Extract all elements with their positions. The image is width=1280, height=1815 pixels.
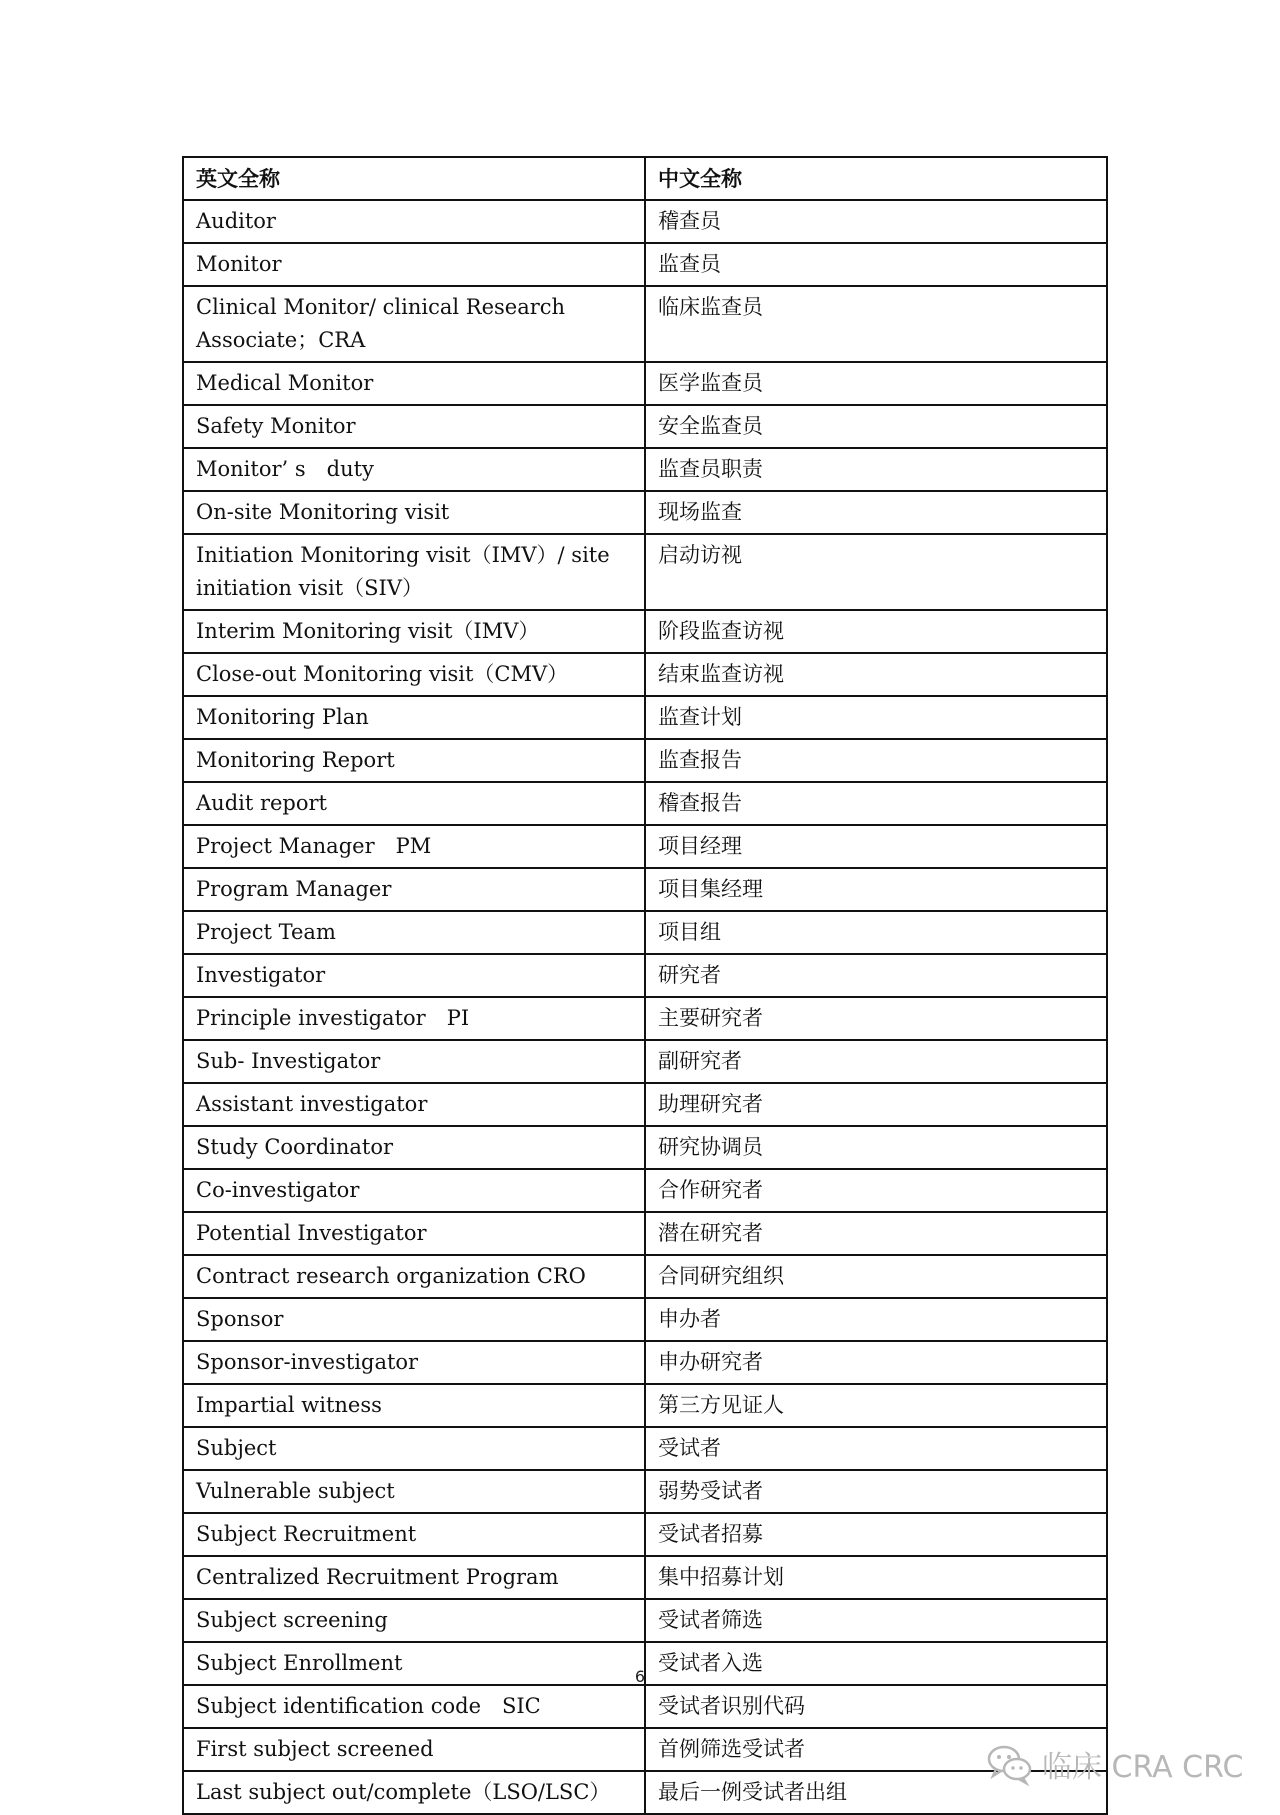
table-row: [183, 653, 1107, 696]
table-row: [183, 954, 1107, 997]
cell-chinese: 潜在研究者: [645, 1212, 1107, 1255]
watermark-text: 临床 CRA CRC: [1042, 1750, 1244, 1785]
cell-english: Subject: [183, 1427, 645, 1470]
cell-chinese: 副研究者: [645, 1040, 1107, 1083]
cell-english: Sponsor: [183, 1298, 645, 1341]
table-row: [183, 1083, 1107, 1126]
header-english: 英文全称: [183, 157, 645, 200]
cell-chinese: 申办者: [645, 1298, 1107, 1341]
wechat-icon: [986, 1742, 1034, 1786]
cell-english: Subject identification code SIC: [183, 1685, 645, 1728]
cell-english: Potential Investigator: [183, 1212, 645, 1255]
cell-chinese: 稽查报告: [645, 782, 1107, 825]
cell-english: Audit report: [183, 782, 645, 825]
cell-english: Auditor: [183, 200, 645, 243]
cell-chinese: 研究协调员: [645, 1126, 1107, 1169]
cell-chinese: 受试者: [645, 1427, 1107, 1470]
cell-english: Principle investigator PI: [183, 997, 645, 1040]
cell-chinese: 监查报告: [645, 739, 1107, 782]
table-row: [183, 243, 1107, 286]
table-row: [183, 739, 1107, 782]
table-row: [183, 782, 1107, 825]
table-row: [183, 997, 1107, 1040]
cell-english: Clinical Monitor/ clinical Research Associate；CRA: [183, 286, 645, 362]
table-row: [183, 610, 1107, 653]
cell-chinese: 合作研究者: [645, 1169, 1107, 1212]
table-row: [183, 1341, 1107, 1384]
table-row: [183, 405, 1107, 448]
table-row: [183, 1728, 1107, 1771]
cell-english: Medical Monitor: [183, 362, 645, 405]
watermark: [986, 1740, 1243, 1788]
cell-chinese: 项目组: [645, 911, 1107, 954]
table-row: [183, 696, 1107, 739]
cell-english: Project Team: [183, 911, 645, 954]
cell-english: Investigator: [183, 954, 645, 997]
table-row: [183, 1212, 1107, 1255]
table-row: [183, 1126, 1107, 1169]
table-row: [183, 1169, 1107, 1212]
table-row: [183, 868, 1107, 911]
table-row: [183, 1513, 1107, 1556]
table-body: [183, 200, 1107, 1814]
cell-chinese: 现场监查: [645, 491, 1107, 534]
cell-english: Monitoring Report: [183, 739, 645, 782]
page-number: 6: [634, 1667, 646, 1686]
table-row: [183, 825, 1107, 868]
table-row: [183, 534, 1107, 610]
cell-chinese: 申办研究者: [645, 1341, 1107, 1384]
cell-english: Subject Recruitment: [183, 1513, 645, 1556]
cell-english: Monitor’ s duty: [183, 448, 645, 491]
cell-chinese: 监查计划: [645, 696, 1107, 739]
cell-english: Co-investigator: [183, 1169, 645, 1212]
cell-chinese: 受试者筛选: [645, 1599, 1107, 1642]
cell-chinese: 结束监查访视: [645, 653, 1107, 696]
cell-english: Monitoring Plan: [183, 696, 645, 739]
cell-chinese: 第三方见证人: [645, 1384, 1107, 1427]
cell-chinese: 临床监查员: [645, 286, 1107, 362]
table-row: [183, 1470, 1107, 1513]
cell-chinese: 启动访视: [645, 534, 1107, 610]
cell-chinese: 首例筛选受试者: [645, 1728, 1107, 1771]
cell-chinese: 安全监查员: [645, 405, 1107, 448]
cell-english: Subject Enrollment: [183, 1642, 645, 1685]
cell-english: Project Manager PM: [183, 825, 645, 868]
table-row: [183, 1599, 1107, 1642]
cell-english: Sub- Investigator: [183, 1040, 645, 1083]
table-row: [183, 1255, 1107, 1298]
table-row: [183, 1685, 1107, 1728]
cell-chinese: 受试者识别代码: [645, 1685, 1107, 1728]
table-row: [183, 1298, 1107, 1341]
cell-english: Safety Monitor: [183, 405, 645, 448]
table-row: [183, 1771, 1107, 1814]
cell-chinese: 集中招募计划: [645, 1556, 1107, 1599]
glossary-table: [182, 156, 1108, 1815]
cell-english: Last subject out/complete（LSO/LSC）: [183, 1771, 645, 1814]
table-row: [183, 286, 1107, 362]
cell-chinese: 阶段监查访视: [645, 610, 1107, 653]
cell-chinese: 受试者招募: [645, 1513, 1107, 1556]
table-row: [183, 362, 1107, 405]
table-row: [183, 448, 1107, 491]
cell-english: Subject screening: [183, 1599, 645, 1642]
cell-chinese: 项目集经理: [645, 868, 1107, 911]
cell-chinese: 受试者入选: [645, 1642, 1107, 1685]
cell-chinese: 助理研究者: [645, 1083, 1107, 1126]
cell-chinese: 合同研究组织: [645, 1255, 1107, 1298]
cell-english: Assistant investigator: [183, 1083, 645, 1126]
cell-chinese: 主要研究者: [645, 997, 1107, 1040]
cell-english: Centralized Recruitment Program: [183, 1556, 645, 1599]
table-row: [183, 911, 1107, 954]
cell-english: First subject screened: [183, 1728, 645, 1771]
cell-chinese: 监查员职责: [645, 448, 1107, 491]
table-row: [183, 1427, 1107, 1470]
cell-english: Contract research organization CRO: [183, 1255, 645, 1298]
table-row: [183, 200, 1107, 243]
table-row: [183, 1384, 1107, 1427]
cell-english: Study Coordinator: [183, 1126, 645, 1169]
cell-chinese: 稽查员: [645, 200, 1107, 243]
table-row: [183, 1556, 1107, 1599]
cell-chinese: 项目经理: [645, 825, 1107, 868]
cell-english: Sponsor-investigator: [183, 1341, 645, 1384]
cell-english: Impartial witness: [183, 1384, 645, 1427]
cell-chinese: 医学监查员: [645, 362, 1107, 405]
table-row: [183, 491, 1107, 534]
cell-chinese: 研究者: [645, 954, 1107, 997]
table-row: [183, 1040, 1107, 1083]
cell-english: Interim Monitoring visit（IMV）: [183, 610, 645, 653]
cell-chinese: 弱势受试者: [645, 1470, 1107, 1513]
cell-chinese: 最后一例受试者出组: [645, 1771, 1107, 1814]
cell-english: Initiation Monitoring visit（IMV）/ site initiation visit（SIV）: [183, 534, 645, 610]
cell-english: Close-out Monitoring visit（CMV）: [183, 653, 645, 696]
cell-english: Vulnerable subject: [183, 1470, 645, 1513]
cell-english: Program Manager: [183, 868, 645, 911]
cell-english: Monitor: [183, 243, 645, 286]
table-header-row: [183, 157, 1107, 200]
header-chinese: 中文全称: [645, 157, 1107, 200]
cell-chinese: 监查员: [645, 243, 1107, 286]
cell-english: On-site Monitoring visit: [183, 491, 645, 534]
